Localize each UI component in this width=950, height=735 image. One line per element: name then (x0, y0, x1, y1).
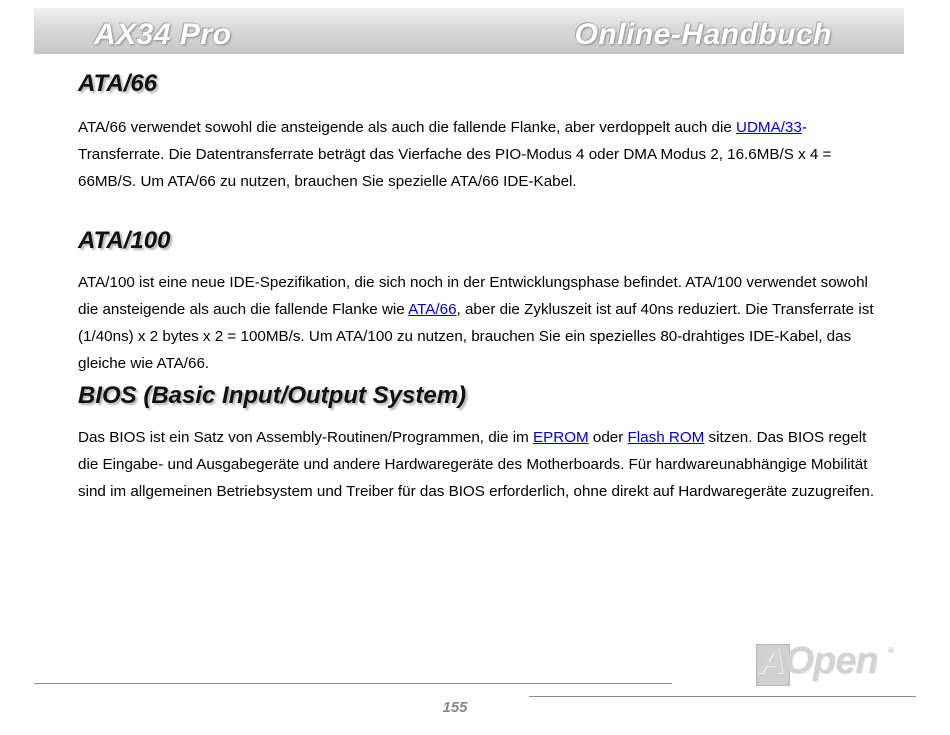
header-bar (34, 8, 904, 54)
registered-mark-icon: ® (888, 646, 894, 655)
body-text: , aber die Zykluszeit ist auf 40ns reduziert. Die Transferrate ist (1/40ns) x 2 bytes x 2 = 100MB/s. Um ATA/100 zu nutzen, brauchen Sie ein spezielles 80-drahtiges IDE-Kabel, das gleiche wie ATA/66. (78, 301, 874, 372)
section-body-ata66 (78, 114, 878, 195)
section-title-ata100: ATA/100 (78, 227, 171, 254)
footer-divider-left (34, 683, 672, 684)
manual-model-title: AX34 Pro (94, 18, 232, 51)
body-text: -Transferrate. Die Datentransferrate beträgt das Vierfache des PIO-Modus 4 oder DMA Modus 2, 16.6MB/S x 4 = 66MB/S. Um ATA/66 zu nutzen, brauchen Sie spezielle ATA/66 IDE-Kabel. (78, 119, 832, 190)
body-text: Das BIOS ist ein Satz von Assembly-Routinen/Programmen, die im (78, 429, 533, 446)
manual-type-title: Online-Handbuch (574, 18, 832, 51)
link-ata66[interactable]: ATA/66 (408, 301, 457, 318)
link-flash-rom[interactable]: Flash ROM (627, 429, 705, 446)
body-text: ATA/100 ist eine neue IDE-Spezifikation, die sich noch in der Entwicklungsphase befindet. ATA/100 verwendet sowohl die ansteigende als auch die fallende Flanke wie (78, 274, 868, 318)
footer-divider-right (529, 696, 916, 697)
link-udma33[interactable]: UDMA/33 (736, 119, 802, 136)
aopen-logo (756, 640, 896, 688)
section-body-ata100 (78, 269, 878, 377)
section-title-ata66: ATA/66 (78, 70, 158, 97)
link-eprom[interactable]: EPROM (532, 429, 589, 446)
body-text: oder (588, 429, 628, 446)
body-text: ATA/66 verwendet sowohl die ansteigende als auch die fallende Flanke, aber verdoppelt auch die (78, 119, 736, 136)
section-title-bios: BIOS (Basic Input/Output System) (78, 382, 467, 409)
logo-text: AOpen (758, 640, 878, 682)
section-body-bios (78, 424, 878, 505)
page-number: 155 (442, 699, 468, 716)
body-text: sitzen. Das BIOS regelt die Eingabe- und Ausgabegeräte und andere Hardwaregeräte des Motherboards. Für hardwareunabhängige Mobilität sind im allgemeinen Betriebsystem und Treiber für das BIOS erforderlich, ohne direkt auf Hardwaregeräte zuzugreifen. (78, 429, 875, 500)
